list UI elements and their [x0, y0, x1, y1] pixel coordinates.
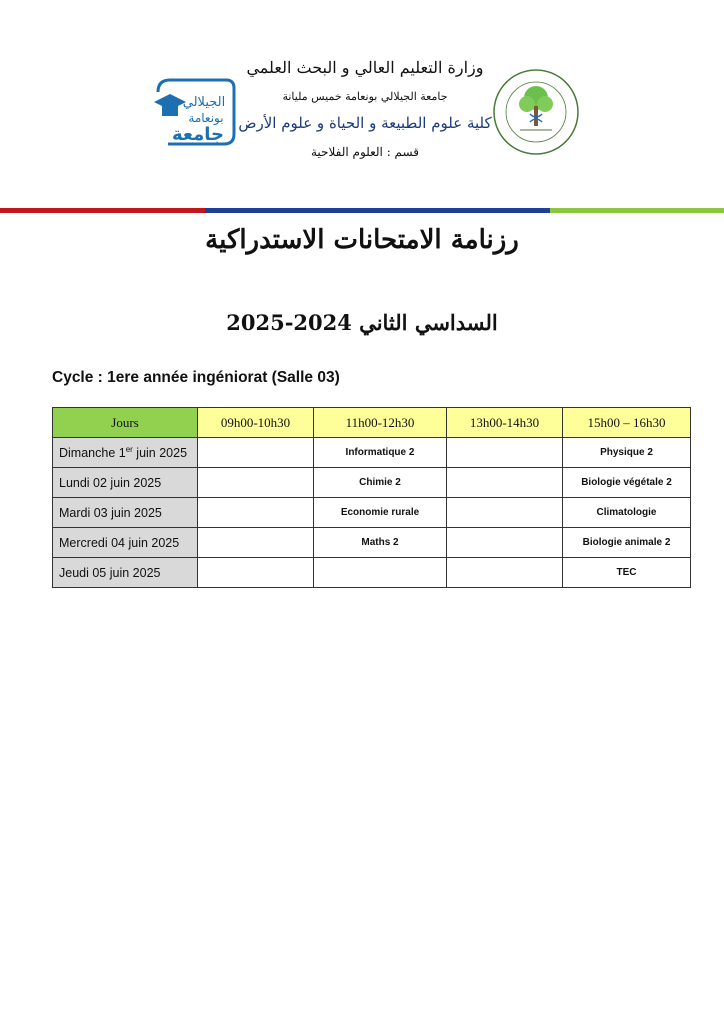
exam-schedule-table — [52, 407, 691, 588]
exam-cell — [198, 528, 314, 558]
ministry-name: وزارة التعليم العالي و البحث العلمي — [246, 58, 484, 77]
semester-subtitle: السداسي الثاني 2024-2025 — [226, 310, 498, 335]
header-block — [200, 58, 530, 160]
day-cell: Mardi 03 juin 2025 — [53, 498, 198, 528]
exam-cell: Biologie végétale 2 — [563, 468, 691, 498]
exam-cell — [198, 558, 314, 588]
cycle-label: Cycle : 1ere année ingéniorat (Salle 03) — [52, 369, 340, 386]
document-title: رزنامة الامتحانات الاستدراكية — [205, 225, 519, 255]
faculty-name: كلية علوم الطبيعة و الحياة و علوم الأرض — [238, 113, 492, 132]
department-name: قسم : العلوم الفلاحية — [311, 144, 419, 159]
exam-cell — [198, 438, 314, 468]
header-stripe-green — [550, 208, 724, 213]
column-header-slot-1: 09h00-10h30 — [198, 408, 314, 438]
table-row — [53, 558, 691, 588]
table-row — [53, 498, 691, 528]
exam-cell — [314, 558, 447, 588]
svg-text:الجيلالي: الجيلالي — [182, 95, 226, 110]
column-header-slot-3: 13h00-14h30 — [447, 408, 563, 438]
exam-cell: Economie rurale — [314, 498, 447, 528]
table-row — [53, 528, 691, 558]
exam-cell — [198, 498, 314, 528]
exam-cell — [198, 468, 314, 498]
exam-cell — [447, 528, 563, 558]
exam-cell: Climatologie — [563, 498, 691, 528]
table-row — [53, 468, 691, 498]
exam-cell — [447, 498, 563, 528]
faculty-seal-logo — [490, 66, 582, 158]
day-cell: Mercredi 04 juin 2025 — [53, 528, 198, 558]
column-header-days: Jours — [53, 408, 198, 438]
exam-cell: TEC — [563, 558, 691, 588]
university-name: جامعة الجيلالي بونعامة خميس مليانة — [282, 90, 448, 103]
exam-cell — [447, 558, 563, 588]
exam-cell — [447, 468, 563, 498]
svg-text:جامعة: جامعة — [172, 124, 224, 145]
day-cell: Lundi 02 juin 2025 — [53, 468, 198, 498]
table-header-row — [53, 408, 691, 438]
svg-text:بونعامة: بونعامة — [188, 111, 224, 125]
table-row — [53, 438, 691, 468]
exam-cell: Physique 2 — [563, 438, 691, 468]
header-stripe-red — [0, 208, 205, 213]
exam-cell — [447, 438, 563, 468]
exam-cell: Maths 2 — [314, 528, 447, 558]
exam-cell: Chimie 2 — [314, 468, 447, 498]
column-header-slot-4: 15h00 – 16h30 — [563, 408, 691, 438]
exam-cell: Biologie animale 2 — [563, 528, 691, 558]
column-header-slot-2: 11h00-12h30 — [314, 408, 447, 438]
exam-cell: Informatique 2 — [314, 438, 447, 468]
day-cell: Jeudi 05 juin 2025 — [53, 558, 198, 588]
header-stripe-blue — [205, 208, 550, 213]
day-cell: Dimanche 1er juin 2025 — [53, 438, 198, 468]
